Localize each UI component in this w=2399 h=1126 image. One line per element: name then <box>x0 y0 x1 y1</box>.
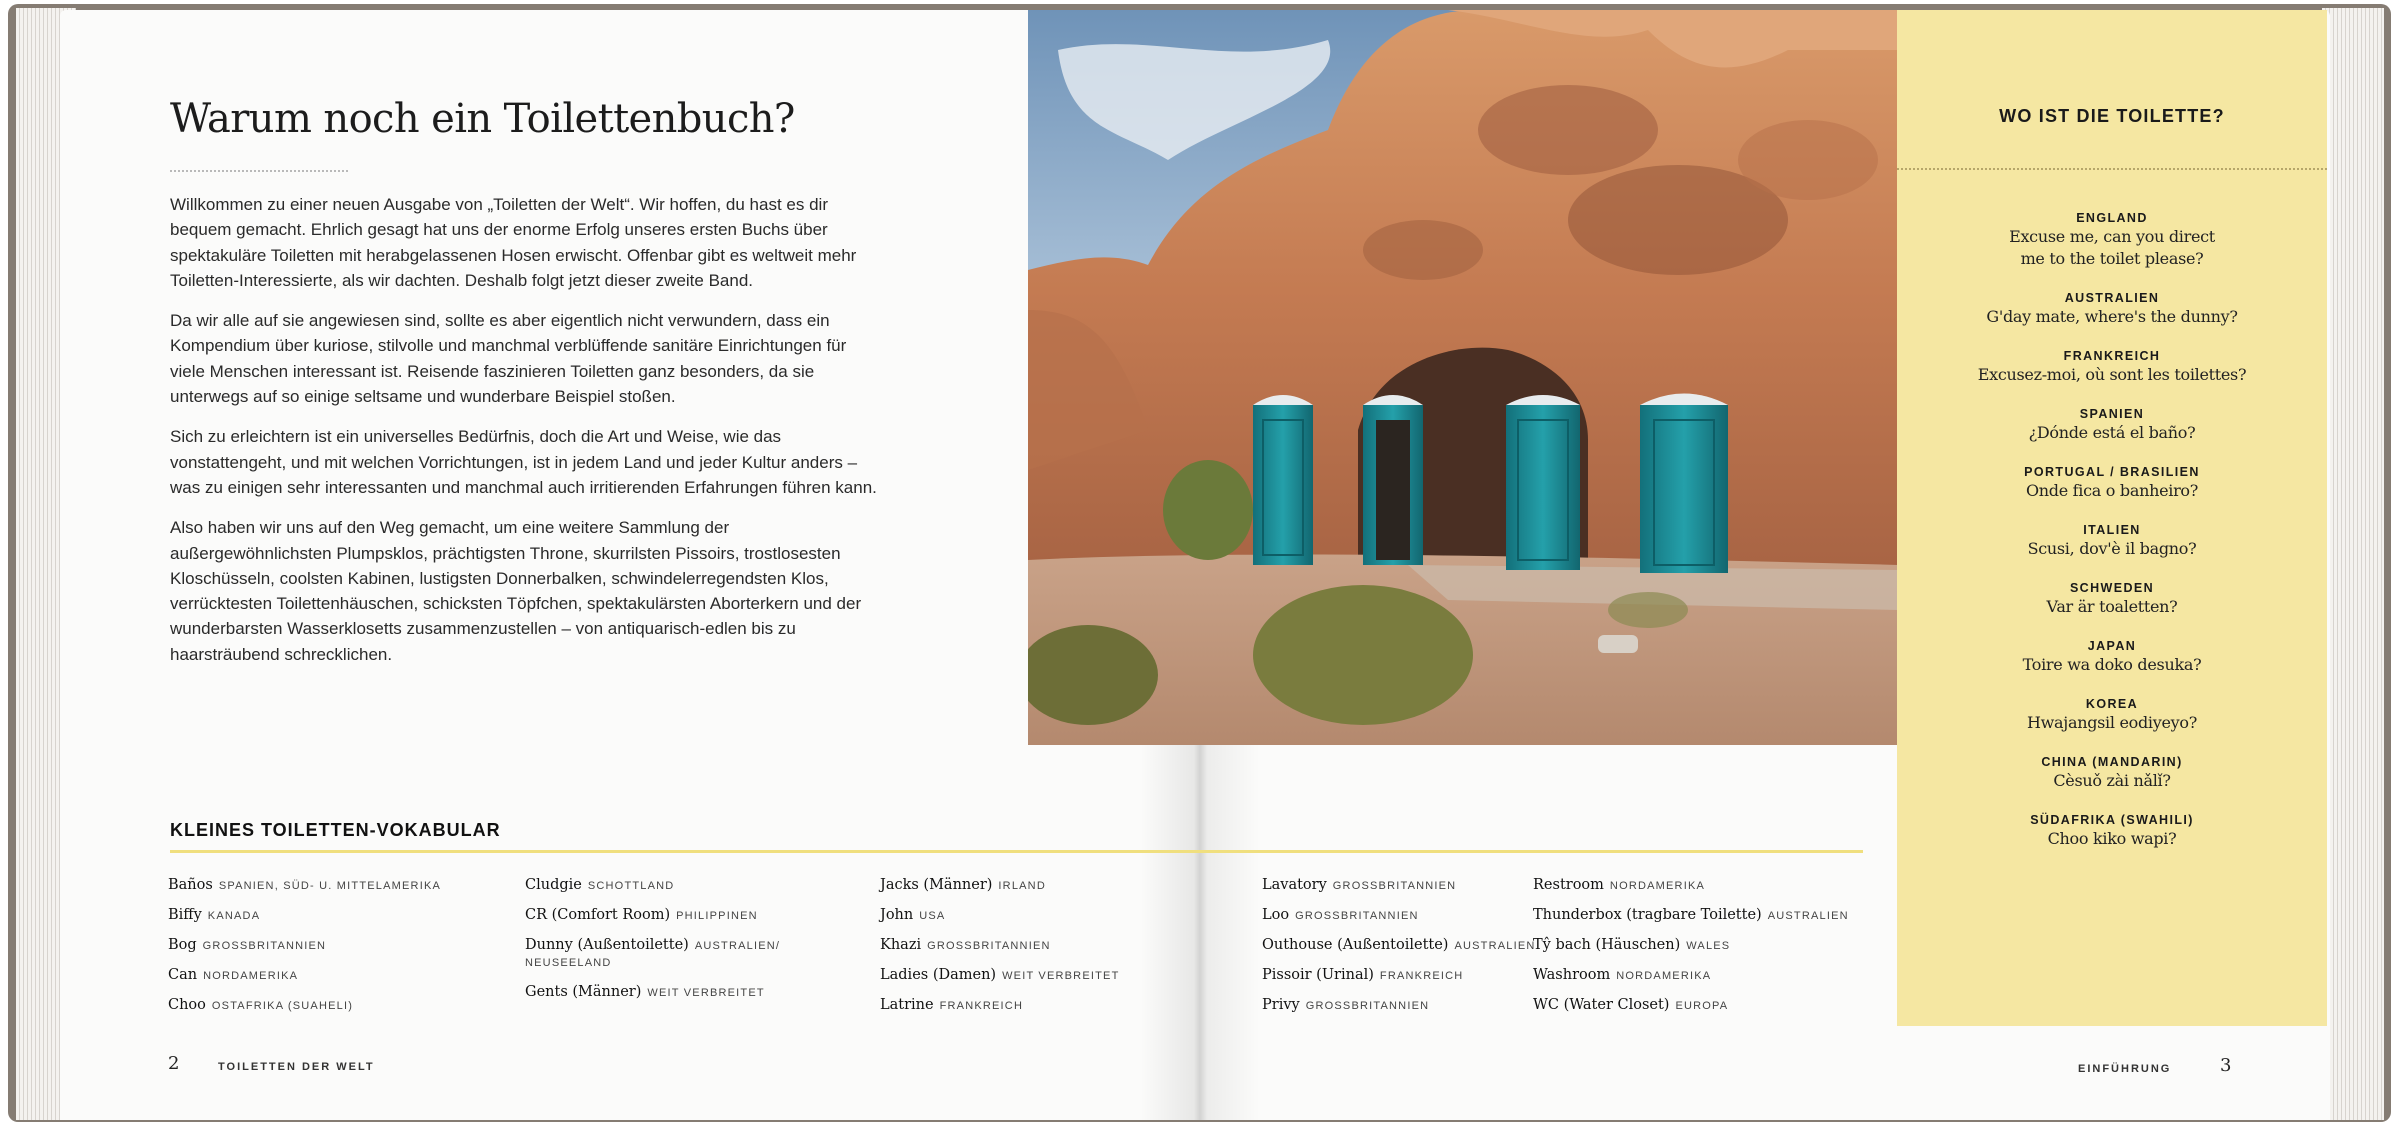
phrase-text: Excuse me, can you direct <box>2009 227 2215 246</box>
portable-toilet <box>1253 395 1313 565</box>
vocab-region: WEIT VERBREITET <box>1002 970 1120 982</box>
intro-text <box>170 192 885 682</box>
vocab-item <box>1533 996 1849 1015</box>
vocab-region: NEUSEELAND <box>525 957 612 969</box>
vocab-term: Loo <box>1262 907 1290 923</box>
intro-paragraph: Sich zu erleichtern ist ein universelles Bedürfnis, doch die Art und Weise, wie das vonstattengeht, und mit welchen Vorrichtungen, ist in jedem Land und jeder Kultur anders – was zu einigen sehr interessanten und manchmal auch irritierenden Erfahrungen führen kann. <box>170 427 877 497</box>
phrase-item <box>1897 464 2327 502</box>
phrase-text: Var är toaletten? <box>2046 597 2178 616</box>
vocab-item <box>168 996 441 1015</box>
vocab-term: Ladies (Damen) <box>880 967 997 983</box>
vocab-region: EUROPA <box>1675 1000 1729 1012</box>
phrase-item <box>1897 348 2327 386</box>
photo-portable-toilets-petra <box>1028 10 1898 745</box>
phrase-country: SCHWEDEN <box>2069 581 2155 595</box>
vocab-item <box>1262 876 1536 895</box>
phrase-country: FRANKREICH <box>2063 349 2161 363</box>
phrase-country: CHINA (MANDARIN) <box>2041 755 2183 769</box>
vocab-item <box>168 906 441 925</box>
vocab-term: Can <box>168 967 198 983</box>
vocab-region: NORDAMERIKA <box>1616 970 1712 982</box>
vocab-region: WEIT VERBREITET <box>647 987 765 999</box>
photo-illustration <box>1028 10 1898 745</box>
vocab-item <box>1262 936 1536 955</box>
phrase-country: PORTUGAL / BRASILIEN <box>2024 465 2200 479</box>
vocab-region: GROSSBRITANNIEN <box>1332 880 1457 892</box>
phrase-item <box>1897 696 2327 734</box>
vocab-region: PHILIPPINEN <box>676 910 758 922</box>
page-number-left: 2 <box>168 1053 180 1074</box>
phrase-country: KOREA <box>2085 697 2139 711</box>
phrase-text: G'day mate, where's the dunny? <box>1986 307 2238 326</box>
phrase-item <box>1897 290 2327 328</box>
phrase-country: ITALIEN <box>2083 523 2141 537</box>
vocab-item <box>525 906 780 925</box>
page-number-right: 3 <box>2220 1055 2232 1076</box>
vocab-item <box>880 996 1120 1015</box>
vocabulary-column <box>1533 876 1849 1026</box>
vocab-item <box>525 936 780 972</box>
vocab-region: FRANKREICH <box>1379 970 1464 982</box>
page-edges-right <box>2322 8 2384 1120</box>
vocab-term: Privy <box>1262 997 1300 1013</box>
intro-paragraph: Also haben wir uns auf den Weg gemacht, um eine weitere Sammlung der außergewöhnlichsten Plumpsklos, prächtigsten Throne, skurrilsten Pissoirs, trostlosesten Kloschüsseln, coolsten Kabinen, lustigsten Donnerbalken, schwindelerregendsten Klos, verrücktesten Toilettenhäuschen, schicksten Töpfchen, spektakulärsten Aborterkern und der wunderbarsten Wasserklosetts zusammenzustellen – von antiquarisch-edlen bis zu haarsträubend schrecklichen. <box>170 518 862 664</box>
portable-toilet <box>1640 394 1728 574</box>
vocab-region: SCHOTTLAND <box>587 880 675 892</box>
vocab-term: Restroom <box>1533 877 1604 893</box>
vocab-item <box>525 876 780 895</box>
vocab-item <box>880 876 1120 895</box>
phrase-item <box>1897 638 2327 676</box>
phrase-list <box>1897 210 2327 870</box>
vocab-item <box>880 966 1120 985</box>
phrase-text: Cèsuǒ zài nǎlǐ? <box>2053 771 2171 790</box>
vocab-item <box>168 936 441 955</box>
running-footer-left: TOILETTEN DER WELT <box>218 1061 375 1073</box>
vocab-item <box>1533 936 1849 955</box>
sidebar-title: WO IST DIE TOILETTE? <box>1999 106 2225 126</box>
phrase-text: Excusez-moi, où sont les toilettes? <box>1977 365 2247 384</box>
vocab-item <box>168 876 441 895</box>
vocab-region: GROSSBRITANNIEN <box>1295 910 1419 922</box>
vocab-region: AUSTRALIEN <box>1454 940 1536 952</box>
vocab-item <box>880 936 1120 955</box>
vocab-region: NORDAMERIKA <box>203 970 299 982</box>
phrase-country: ENGLAND <box>2076 211 2148 225</box>
vocabulary-column <box>880 876 1120 1026</box>
phrase-country: SPANIEN <box>2079 407 2145 421</box>
vocab-item <box>1262 966 1536 985</box>
vocab-region: GROSSBRITANNIEN <box>1305 1000 1430 1012</box>
vocab-term: Tŷ bach (Häuschen) <box>1533 937 1681 953</box>
phrase-country: AUSTRALIEN <box>2064 291 2160 305</box>
vocab-term: Pissoir (Urinal) <box>1262 967 1374 983</box>
phrase-text: Choo kiko wapi? <box>2047 829 2177 848</box>
vocab-term: Thunderbox (tragbare Toilette) <box>1533 907 1762 923</box>
vocab-term: Khazi <box>880 937 922 953</box>
vocab-term: Cludgie <box>525 877 582 893</box>
vocab-region: FRANKREICH <box>939 1000 1024 1012</box>
vocab-term: John <box>880 907 914 923</box>
sidebar-divider <box>1897 168 2327 170</box>
phrase-text: Onde fica o banheiro? <box>2025 481 2199 500</box>
vocab-term: Baños <box>168 877 213 893</box>
vocab-item <box>880 906 1120 925</box>
vocab-item <box>1533 906 1849 925</box>
vocabulary-column <box>525 876 780 1013</box>
vocabulary-heading: KLEINES TOILETTEN-VOKABULAR <box>170 820 501 840</box>
phrase-country: JAPAN <box>2087 639 2137 653</box>
vocab-region: USA <box>919 910 946 922</box>
running-footer-right: EINFÜHRUNG <box>2078 1063 2172 1075</box>
intro-paragraph: Da wir alle auf sie angewiesen sind, sollte es aber eigentlich nicht verwundern, dass ein Kompendium über kuriose, stilvolle und manchmal verblüffende sanitäre Einrichtungen für viele Menschen interessant ist. Reisende faszinieren Toiletten ganz besonders, da sie unterwegs auf so einige seltsame und wunderbare Beispiel stoßen. <box>170 311 847 407</box>
phrase-item <box>1897 210 2327 270</box>
vocab-region: GROSSBRITANNIEN <box>927 940 1051 952</box>
vocab-region: GROSSBRITANNIEN <box>202 940 327 952</box>
vocab-item <box>168 966 441 985</box>
phrase-text: ¿Dónde está el baño? <box>2028 423 2196 442</box>
vocab-term: Choo <box>168 997 206 1013</box>
vocab-term: Bog <box>168 937 197 953</box>
vocab-term: Biffy <box>168 907 202 923</box>
phrase-item <box>1897 522 2327 560</box>
vocab-region: AUSTRALIEN/ <box>694 940 781 952</box>
phrase-text: Toire wa doko desuka? <box>2022 655 2202 674</box>
intro-paragraph: Willkommen zu einer neuen Ausgabe von „Toiletten der Welt“. Wir hoffen, du hast es dir bequem gemacht. Ehrlich gesagt hat uns der enorme Erfolg unseres ersten Buchs über spektakuläre Toiletten mit herabgelassenen Hosen erwischt. Offenbar gibt es weltweit mehr Toiletten-Interessierte, als wir dachten. Deshalb folgt jetzt dieser zweite Band. <box>170 195 857 290</box>
vocab-region: KANADA <box>207 910 261 922</box>
vocab-item <box>1262 906 1536 925</box>
vocab-item <box>1533 966 1849 985</box>
vocabulary-column <box>1262 876 1536 1026</box>
vocab-term: WC (Water Closet) <box>1533 997 1670 1013</box>
vocab-region: IRLAND <box>998 880 1046 892</box>
phrase-text: me to the toilet please? <box>2020 249 2204 268</box>
phrase-item <box>1897 580 2327 618</box>
vocab-region: SPANIEN, SÜD- U. MITTELAMERIKA <box>218 880 442 892</box>
portable-toilet-open <box>1363 395 1423 565</box>
phrase-item <box>1897 754 2327 792</box>
vocab-item <box>525 983 780 1002</box>
vocabulary-divider <box>170 850 1863 853</box>
phrase-item <box>1897 406 2327 444</box>
vocab-region: WALES <box>1686 940 1731 952</box>
phrase-country: SÜDAFRIKA (SWAHILI) <box>2030 813 2194 827</box>
vocab-item <box>1533 876 1849 895</box>
vocab-region: NORDAMERIKA <box>1609 880 1706 892</box>
vocab-item <box>1262 996 1536 1015</box>
portable-toilet <box>1506 395 1580 570</box>
vocab-term: CR (Comfort Room) <box>525 907 671 923</box>
phrase-text: Hwajangsil eodiyeyo? <box>2027 713 2197 732</box>
vocab-term: Latrine <box>880 997 934 1013</box>
phrase-item <box>1897 812 2327 850</box>
vocab-region: OSTAFRIKA (SUAHELI) <box>211 1000 354 1012</box>
title-divider <box>170 170 348 172</box>
phrase-text: Scusi, dov'è il bagno? <box>2027 539 2197 558</box>
vocab-term: Dunny (Außentoilette) <box>525 937 689 953</box>
vocab-term: Jacks (Männer) <box>880 877 993 893</box>
vocabulary-column <box>168 876 441 1026</box>
page-title: Warum noch ein Toilettenbuch? <box>170 96 795 142</box>
vocab-term: Gents (Männer) <box>525 984 642 1000</box>
phrase-sidebar <box>1897 10 2327 1026</box>
vocab-region: AUSTRALIEN <box>1767 910 1849 922</box>
vocab-term: Lavatory <box>1262 877 1327 893</box>
vocab-term: Washroom <box>1533 967 1611 983</box>
vocab-term: Outhouse (Außentoilette) <box>1262 937 1449 953</box>
